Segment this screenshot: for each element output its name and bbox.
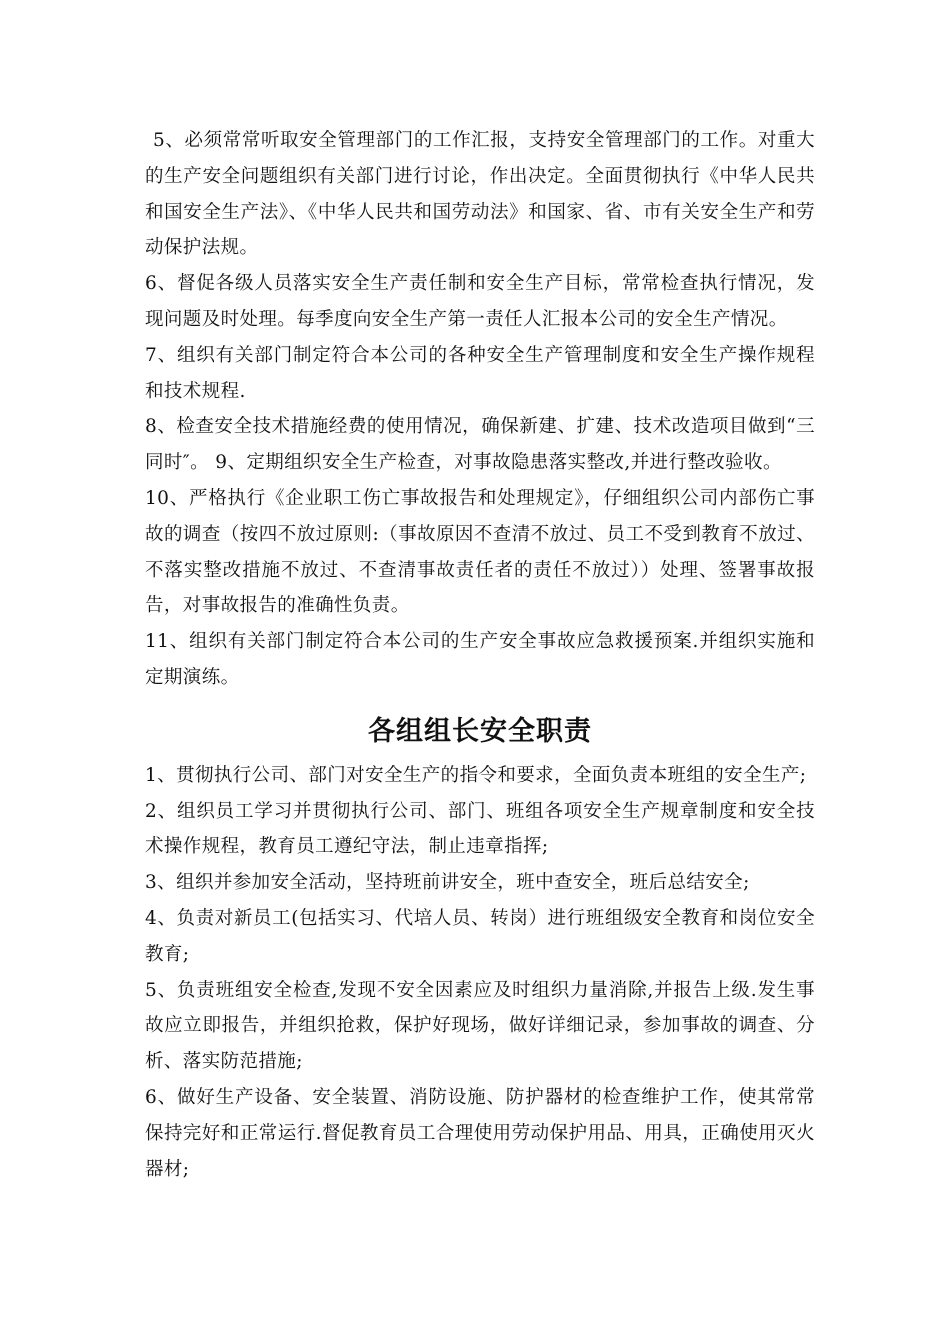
document-page	[145, 123, 815, 1187]
duty-item-1: 1、贯彻执行公司、部门对安全生产的指令和要求，全面负责本班组的安全生产;	[145, 764, 807, 786]
duty-item-6: 6、做好生产设备、安全装置、消防设施、防护器材的检查维护工作，使其常常保持完好和正常运行.督促教育员工合理使用劳动保护用品、用具，正确使用灭火器材;	[145, 1086, 815, 1180]
duty-item-5: 5、负责班组安全检查,发现不安全因素应及时组织力量消除,并报告上级.发生事故应立即报告，并组织抢救，保护好现场，做好详细记录，参加事故的调查、分析、落实防范措施;	[145, 979, 815, 1073]
paragraph-item-5: 5、必须常常听取安全管理部门的工作汇报，支持安全管理部门的工作。对重大的生产安全问题组织有关部门进行讨论，作出决定。全面贯彻执行《中华人民共和国安全生产法》、《中华人民共和国劳动法》和国家、省、市有关安全生产和劳动保护法规。	[145, 130, 815, 259]
duty-item-4: 4、负责对新员工(包括实习、代培人员、转岗）进行班组级安全教育和岗位安全教育;	[145, 907, 815, 965]
section-title: 各组组长安全职责	[368, 715, 592, 747]
duty-item-2: 2、组织员工学习并贯彻执行公司、部门、班组各项安全生产规章制度和安全技术操作规程，教育员工遵纪守法，制止违章指挥;	[145, 800, 815, 858]
paragraph-item-6: 6、督促各级人员落实安全生产责任制和安全生产目标，常常检查执行情况，发现问题及时处理。每季度向安全生产第一责任人汇报本公司的安全生产情况。	[145, 273, 815, 330]
paragraph-item-8-9: 8、检查安全技术措施经费的使用情况，确保新建、扩建、技术改造项目做到“三同时″。 9、定期组织安全生产检查，对事故隐患落实整改,并进行整改验收。	[145, 416, 815, 474]
paragraph-item-11: 11、组织有关部门制定符合本公司的生产安全事故应急救援预案.并组织实施和定期演练。	[145, 631, 815, 688]
paragraph-item-7: 7、组织有关部门制定符合本公司的各种安全生产管理制度和安全生产操作规程和技术规程.	[145, 344, 815, 402]
paragraph-item-10: 10、严格执行《企业职工伤亡事故报告和处理规定》，仔细组织公司内部伤亡事故的调查（按四不放过原则:（事故原因不查清不放过、员工不受到教育不放过、不落实整改措施不放过、不查清事故责任者的责任不放过））处理、签署事故报告，对事故报告的准确性负责。	[145, 487, 815, 617]
duty-item-3: 3、组织并参加安全活动，坚持班前讲安全，班中查安全，班后总结安全;	[145, 872, 750, 894]
